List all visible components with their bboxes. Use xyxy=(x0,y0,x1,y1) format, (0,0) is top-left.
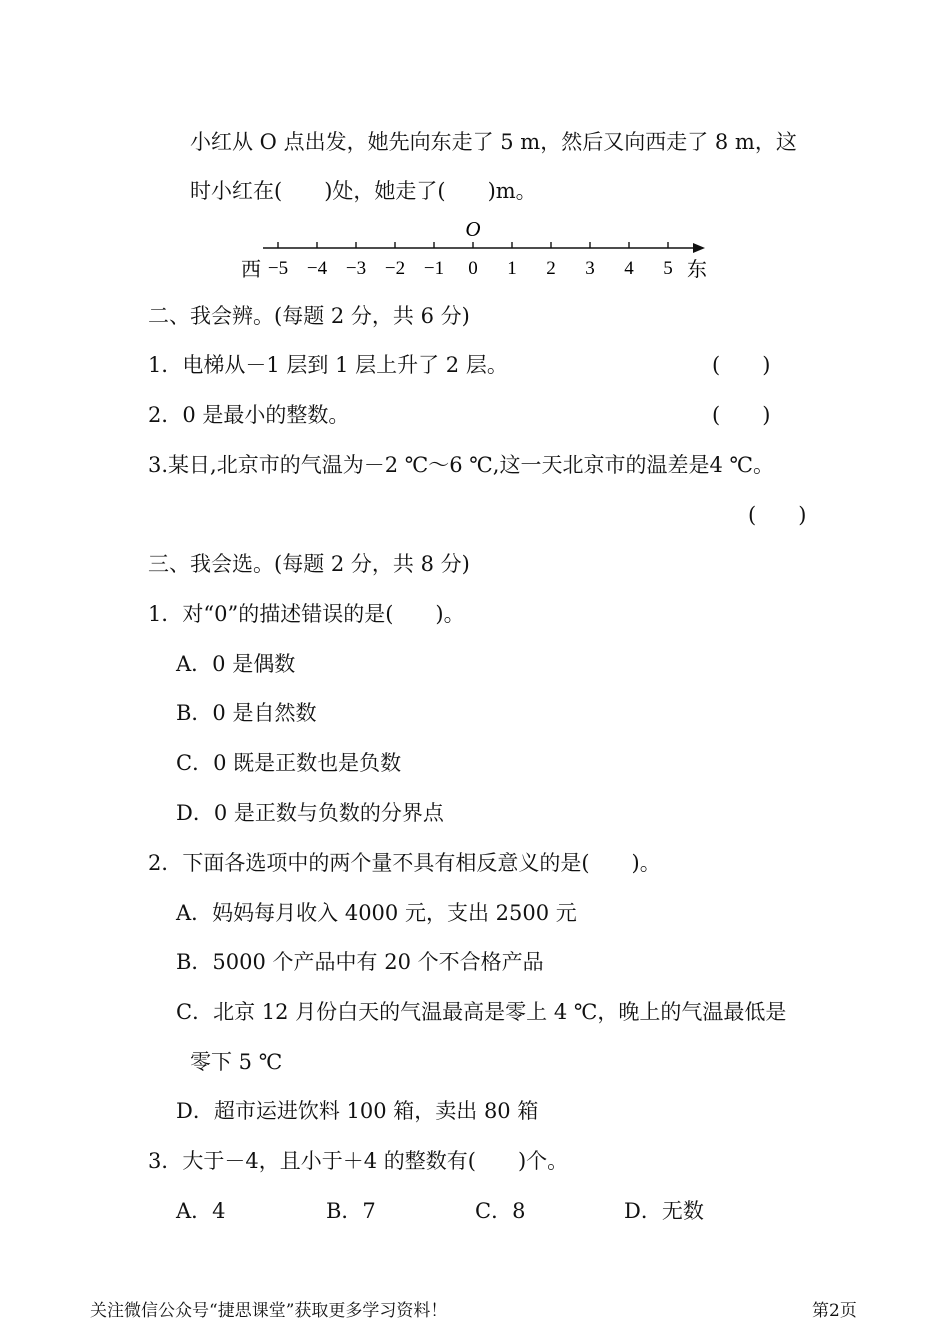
choice-q2-option-c[interactable]: C．北京 12 月份白天的气温最高是零上 4 ℃，晚上的气温最低是 xyxy=(176,1000,787,1024)
tick-label: −1 xyxy=(423,258,445,279)
choice-q3-option-b[interactable]: B．7 xyxy=(326,1199,376,1223)
origin-label: O xyxy=(465,217,481,241)
problem-line-1: 小红从 O 点出发，她先向东走了 5 m，然后又向西走了 8 m，这 xyxy=(190,130,797,154)
number-line xyxy=(235,212,715,284)
number-line-arrow xyxy=(693,243,705,253)
problem-line-2: 时小红在( )处，她走了( )m。 xyxy=(190,179,537,203)
choice-q2-option-b[interactable]: B．5000 个产品中有 20 个不合格产品 xyxy=(176,950,544,974)
tick-label: −2 xyxy=(384,258,406,279)
choice-q3-option-c[interactable]: C．8 xyxy=(475,1199,526,1223)
section-3-title: 三、我会选。(每题 2 分，共 8 分) xyxy=(148,552,470,576)
tick-label: 5 xyxy=(663,258,673,279)
east-label: 东 xyxy=(687,259,707,281)
tick-label: 0 xyxy=(468,258,478,279)
judge-answer-1[interactable]: ( ) xyxy=(712,353,771,377)
footer-promo: 关注微信公众号“捷思课堂”获取更多学习资料！ xyxy=(90,1301,448,1321)
choice-q1-option-c[interactable]: C．0 既是正数也是负数 xyxy=(176,751,402,775)
choice-q1-option-a[interactable]: A．0 是偶数 xyxy=(176,652,296,676)
judge-item-1: 1．电梯从－1 层到 1 层上升了 2 层。 xyxy=(148,353,508,377)
tick-label: 1 xyxy=(507,258,517,279)
judge-answer-2[interactable]: ( ) xyxy=(712,403,771,427)
choice-q3-option-d[interactable]: D．无数 xyxy=(624,1199,704,1223)
section-2-title: 二、我会辨。(每题 2 分，共 6 分) xyxy=(148,304,470,328)
tick-label: 2 xyxy=(546,258,556,279)
judge-item-3: 3.某日,北京市的气温为－2 ℃～6 ℃,这一天北京市的温差是4 ℃。 xyxy=(148,453,774,477)
page-number: 第2页 xyxy=(812,1301,857,1321)
choice-q2-stem: 2．下面各选项中的两个量不具有相反意义的是( )。 xyxy=(148,851,661,875)
choice-q3-option-a[interactable]: A．4 xyxy=(176,1199,226,1223)
choice-q1-option-b[interactable]: B．0 是自然数 xyxy=(176,701,317,725)
judge-answer-3[interactable]: ( ) xyxy=(748,503,807,527)
tick-label: −3 xyxy=(345,258,367,279)
judge-item-2: 2．0 是最小的整数。 xyxy=(148,403,350,427)
west-label: 西 xyxy=(241,259,261,281)
tick-label: −4 xyxy=(306,258,328,279)
choice-q2-option-d[interactable]: D．超市运进饮料 100 箱，卖出 80 箱 xyxy=(176,1099,539,1123)
tick-label: 3 xyxy=(585,258,595,279)
choice-q1-stem: 1．对“0”的描述错误的是( )。 xyxy=(148,602,465,626)
choice-q1-option-d[interactable]: D．0 是正数与负数的分界点 xyxy=(176,801,444,825)
choice-q2-option-c-cont: 零下 5 ℃ xyxy=(190,1050,283,1074)
tick-label: −5 xyxy=(267,258,289,279)
tick-label: 4 xyxy=(624,258,634,279)
choice-q3-stem: 3．大于－4，且小于＋4 的整数有( )个。 xyxy=(148,1149,569,1173)
choice-q2-option-a[interactable]: A．妈妈每月收入 4000 元，支出 2500 元 xyxy=(176,901,577,925)
